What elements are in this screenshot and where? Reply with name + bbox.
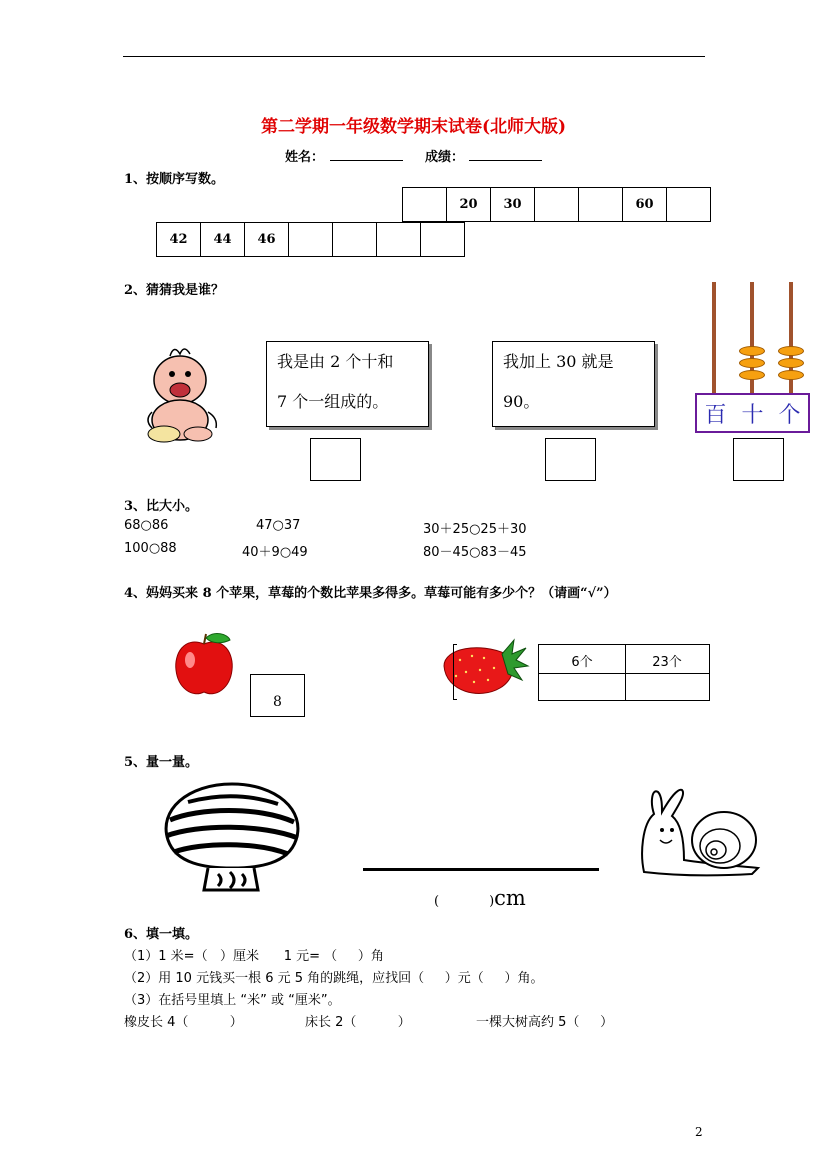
q1-cell: 46 — [245, 223, 289, 256]
name-label: 姓名： — [285, 150, 325, 165]
fill-line-4c: 一棵大树高约 5（ ） — [476, 1015, 614, 1030]
place-hundreds: 百 — [704, 402, 727, 428]
q6-label: 6、填一填。 — [124, 927, 199, 942]
score-label: 成绩： — [425, 150, 465, 165]
q1-cell[interactable] — [535, 188, 579, 221]
q1-cell[interactable] — [333, 223, 377, 256]
fill-line-2: （2）用 10 元钱买一根 6 元 5 角的跳绳，应找回（ ）元（ ）角。 — [124, 971, 544, 986]
clue-bubble-1 — [266, 341, 429, 427]
option-check-cell[interactable] — [626, 674, 709, 700]
q2-label: 2、猜猜我是谁？ — [124, 283, 225, 298]
abacus-rod-hundreds — [712, 282, 716, 394]
place-ones: 个 — [778, 402, 801, 428]
q1-cell[interactable] — [579, 188, 623, 221]
page-title: 第二学期一年级数学期末试卷(北师大版) — [260, 117, 567, 137]
q3-label: 3、比大小。 — [124, 499, 199, 514]
snail-illustration — [638, 784, 764, 878]
unit-label: cm — [494, 886, 526, 910]
abacus-bead — [778, 370, 804, 380]
tree-illustration — [158, 780, 306, 892]
abacus-bead — [739, 358, 765, 368]
q4-label: 4、妈妈买来 8 个苹果，草莓的个数比苹果多得多。草莓可能有多少个？（请画“√”） — [124, 586, 617, 601]
q1-cell: 60 — [623, 188, 667, 221]
fill-line-1: （1）1 米=（ ）厘米 1 元= （ ）角 — [124, 949, 384, 964]
q1-label: 1、按顺序写数。 — [124, 172, 225, 187]
q1-cell: 20 — [447, 188, 491, 221]
clue-2-line2: 90。 — [503, 392, 540, 411]
abacus-base — [695, 393, 810, 433]
clue-1-line2: 7 个一组成的。 — [277, 392, 389, 411]
baby-illustration — [140, 342, 226, 446]
clue-bubble-2 — [492, 341, 655, 427]
option-label: 6个 — [571, 655, 593, 670]
clue-2-line1: 我加上 30 就是 — [503, 352, 614, 371]
paren-close: ) — [489, 894, 495, 909]
abacus-bead — [778, 358, 804, 368]
paren-open: ( — [434, 894, 440, 909]
q1-cell: 44 — [201, 223, 245, 256]
compare-item: 30＋25○25＋30 — [423, 522, 527, 537]
option-label: 23个 — [652, 655, 682, 670]
name-blank[interactable] — [330, 160, 403, 161]
q1-cell[interactable] — [421, 223, 465, 256]
compare-item: 40＋9○49 — [242, 545, 308, 560]
q1-cell: 42 — [157, 223, 201, 256]
measure-line — [363, 868, 599, 871]
score-blank[interactable] — [469, 160, 542, 161]
apple-count-box: 8 — [250, 674, 305, 717]
table-bracket — [453, 644, 457, 700]
compare-item: 100○88 — [124, 541, 177, 556]
fill-line-3: （3）在括号里填上 “米” 或 “厘米”。 — [124, 993, 341, 1008]
abacus-bead — [778, 346, 804, 356]
q1-cell: 30 — [491, 188, 535, 221]
answer-box-1[interactable] — [310, 438, 361, 481]
q1-cell[interactable] — [667, 188, 711, 221]
fill-line-4a: 橡皮长 4（ ） — [124, 1015, 243, 1030]
q1-cell[interactable] — [403, 188, 447, 221]
abacus-bead — [739, 346, 765, 356]
compare-item: 68○86 — [124, 518, 169, 533]
compare-item: 80－45○83－45 — [423, 545, 527, 560]
q1-row2 — [156, 222, 465, 257]
q1-row1 — [402, 187, 711, 222]
apple-illustration — [172, 632, 236, 698]
q1-cell[interactable] — [377, 223, 421, 256]
abacus-bead — [739, 370, 765, 380]
q1-cell[interactable] — [289, 223, 333, 256]
fill-line-4b: 床长 2（ ） — [305, 1015, 411, 1030]
strawberry-options-table — [538, 644, 710, 701]
page-number: 2 — [695, 1125, 703, 1139]
answer-box-2[interactable] — [545, 438, 596, 481]
place-tens: 十 — [741, 402, 764, 428]
answer-box-3[interactable] — [733, 438, 784, 481]
header-rule — [123, 56, 705, 57]
option-check-cell[interactable] — [539, 674, 624, 700]
measure-answer — [434, 886, 526, 910]
q5-label: 5、量一量。 — [124, 755, 199, 770]
compare-item: 47○37 — [256, 518, 301, 533]
clue-1-line1: 我是由 2 个十和 — [277, 352, 394, 371]
